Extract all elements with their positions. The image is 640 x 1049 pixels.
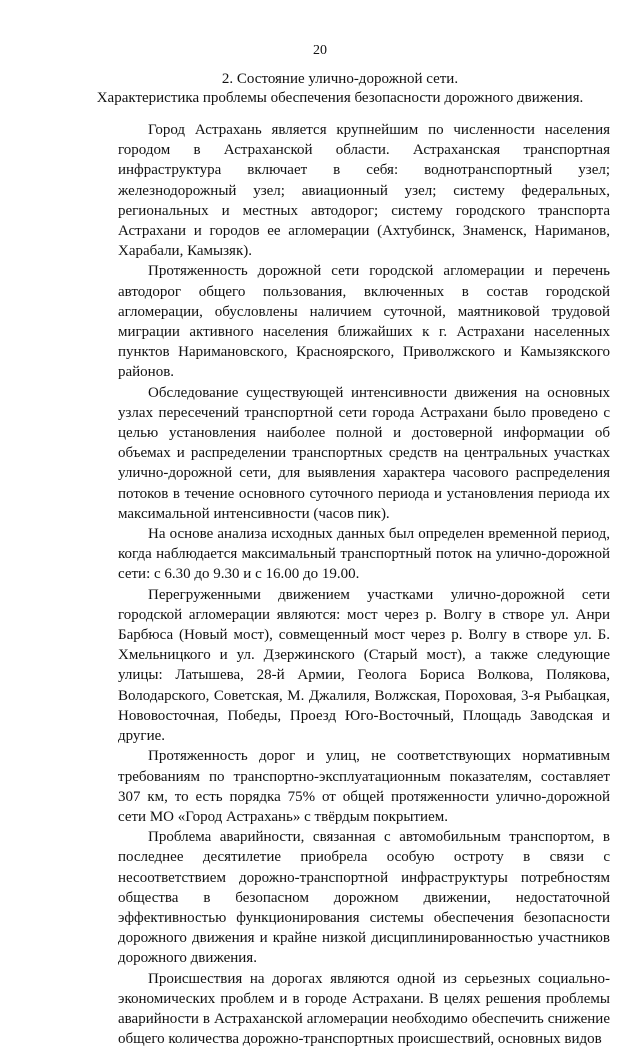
document-body <box>118 120 610 1049</box>
paragraph-road-condition: Протяженность дорог и улиц, не соответствующих нормативным требованиям по транспортно-эксплуатационным показателям, составляет 307 км, то есть порядка 75% от общей протяженности улично-дорожной сети МО «Город Астрахань» с твёрдым покрытием. <box>118 748 610 825</box>
paragraph-city-overview: Город Астрахань является крупнейшим по численности населения городом в Астраханской области. Астраханская транспортная инфраструктура включает в себя: воднотранспортный узел; железнодорожный узел; авиационный узел; систему федеральных, региональных и местных автодорог; систему городского транспорта Астрахани и городов ее агломерации (Ахтубинск, Знаменск, Нариманов, Харабали, Камызяк). <box>118 122 610 260</box>
paragraph-accident-problem: Проблема аварийности, связанная с автомобильным транспортом, в последнее десятилетие приобрела особую остроту в связи с несоответствием дорожно-транспортной инфраструктуры потребностям общества в безопасном дорожном движении, недостаточной эффективностью функционирования системы обеспечения безопасности дорожного движения и крайне низкой дисциплинированностью участников дорожного движения. <box>118 829 610 967</box>
paragraph-traffic-survey: Обследование существующей интенсивности движения на основных узлах пересечений транспортной сети города Астрахани было проведено с целью установления наиболее полной и достоверной информации об объемах и распределении транспортных средств на центральных участках улично-дорожной сети, для выявления характера часового распределения потоков в течение основного суточного периода и установления периода их максимальной интенсивности (часов пик). <box>118 384 610 522</box>
paragraph-peak-hours: На основе анализа исходных данных был определен временной период, когда наблюдается максимальный транспортный поток на улично-дорожной сети: с 6.30 до 9.30 и с 16.00 до 19.00. <box>118 526 610 583</box>
page-number: 20 <box>313 43 327 58</box>
section-subtitle: Характеристика проблемы обеспечения безопасности дорожного движения. <box>96 90 584 106</box>
section-heading <box>60 70 620 108</box>
paragraph-road-incidents: Происшествия на дорогах являются одной из серьезных социально-экономических проблем и в городе Астрахани. В целях решения проблемы аварийности в Астраханской агломерации необходимо обеспечить снижение общего количества дорожно-транспортных происшествий, основных видов <box>118 970 610 1048</box>
section-title: 2. Состояние улично-дорожной сети. <box>221 71 459 87</box>
paragraph-agglomeration-roads: Протяженность дорожной сети городской агломерации и перечень автодорог общего пользования, включенных в состав городской агломерации, обусловлены наличием суточной, маятниковой трудовой миграции активного населения ближайших к г. Астрахани населенных пунктов Наримановского, Красноярского, Приволжского и Камызякского районов. <box>118 263 610 381</box>
paragraph-congested-sections: Перегруженными движением участками улично-дорожной сети городской агломерации являются: мост через р. Волгу в створе ул. Анри Барбюса (Новый мост), совмещенный мост через р. Волгу в створе ул. Б. Хмельницкого и ул. Дзержинского (Старый мост), а также следующие улицы: Латышева, 28-й Армии, Геолога Бориса Волкова, Полякова, Володарского, Советская, М. Джалиля, Волжская, Пороховая, 3-я Рыбацкая, Нововосточная, Победы, Проезд Юго-Восточный, Площадь Заводская и другие. <box>118 586 610 745</box>
